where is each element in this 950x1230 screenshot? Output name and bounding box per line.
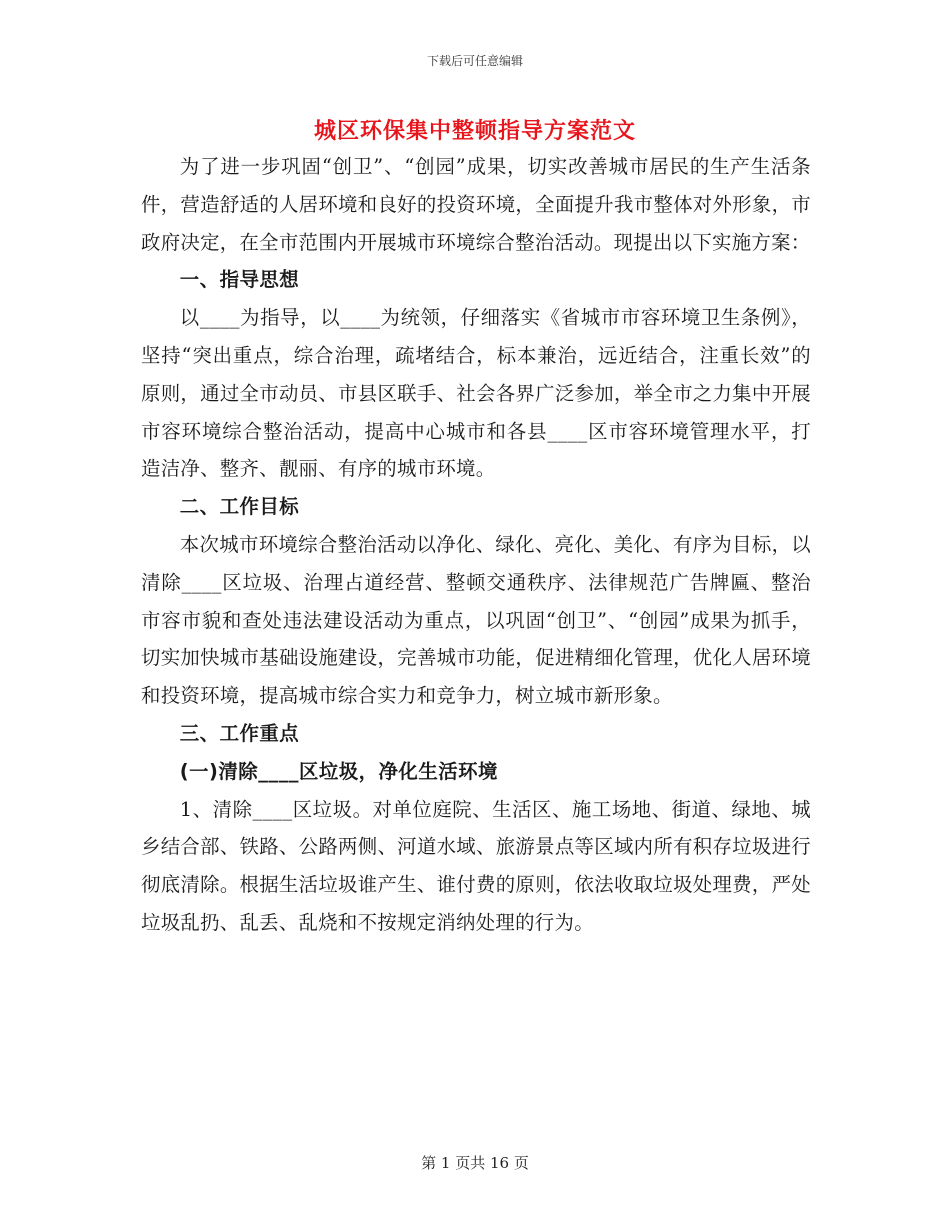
section-heading-guiding-ideology: 一、指导思想: [179, 268, 300, 292]
header-note: 下载后可任意编辑: [426, 54, 523, 68]
document-title: 城区环保集中整顿指导方案范文: [313, 119, 636, 144]
subsection-heading-clear-garbage: (一)清除____区垃圾，净化生活环境: [179, 759, 498, 783]
intro-paragraph: 为了进一步巩固“创卫”、“创园”成果，切实改善城市居民的生产生活条件，营造舒适的人居环境和良好的投资环境，全面提升我市整体对外形象，市政府决定，在全市范围内开展城市环境综合整治活动。现提出以下实施方案：: [141, 155, 811, 254]
section-heading-work-focus: 三、工作重点: [179, 721, 300, 745]
guiding-ideology-paragraph: 以____为指导，以____为统领，仔细落实《省城市市容环境卫生条例》，坚持“突出重点，综合治理，疏堵结合，标本兼治，远近结合，注重长效”的原则，通过全市动员、市县区联手、社会各界广泛参加，举全市之力集中开展市容环境综合整治活动，提高中心城市和各县____区市容环境管理水平，打造洁净、整齐、靓丽、有序的城市环境。: [141, 306, 811, 481]
page-footer: 第 1 页共 16 页: [421, 1154, 529, 1172]
work-goals-paragraph: 本次城市环境综合整治活动以净化、绿化、亮化、美化、有序为目标，以清除____区垃圾、治理占道经营、整顿交通秩序、法律规范广告牌匾、整治市容市貌和查处违法建设活动为重点，以巩固“创卫”、“创园”成果为抓手，切实加快城市基础设施建设，完善城市功能，促进精细化管理，优化人居环境和投资环境，提高城市综合实力和竞争力，树立城市新形象。: [141, 532, 811, 708]
document-body: [141, 148, 811, 942]
section-heading-work-goals: 二、工作目标: [179, 495, 300, 519]
clear-garbage-paragraph: 1、清除____区垃圾。对单位庭院、生活区、施工场地、街道、绿地、城乡结合部、铁路、公路两侧、河道水域、旅游景点等区域内所有积存垃圾进行彻底清除。根据生活垃圾谁产生、谁付费的原则，依法收取垃圾处理费，严处垃圾乱扔、乱丢、乱烧和不按规定消纳处理的行为。: [141, 797, 811, 934]
